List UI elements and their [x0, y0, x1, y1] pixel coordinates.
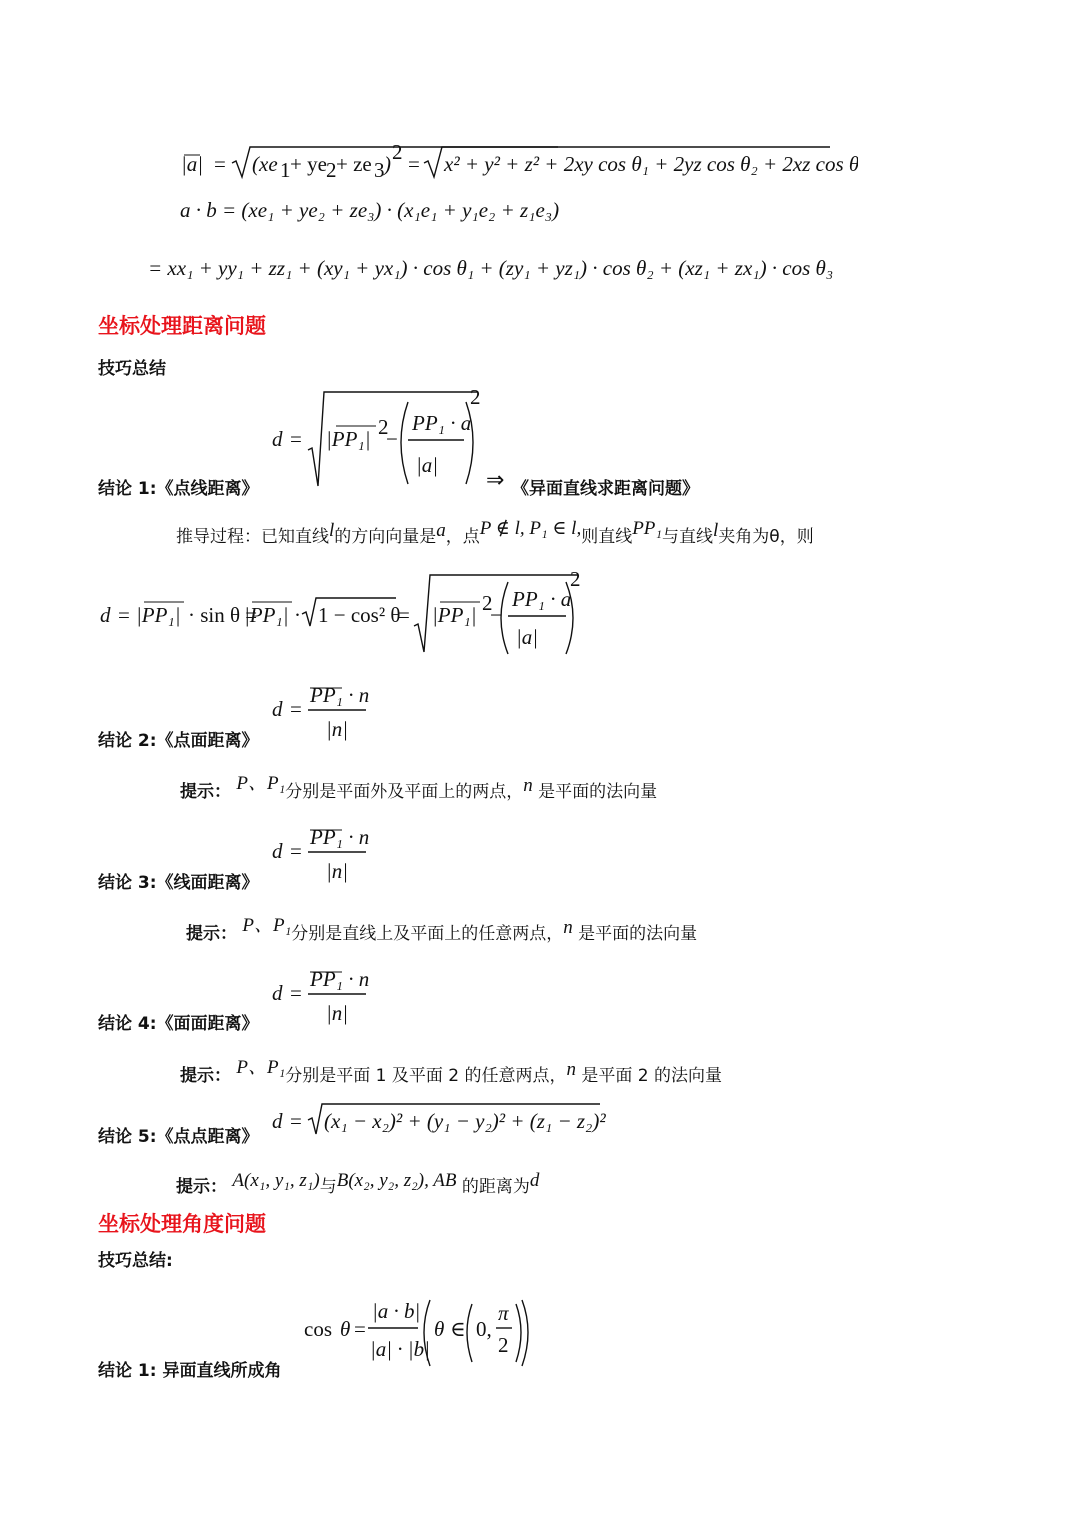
svg-text:|n|: |n| — [326, 717, 349, 741]
svg-text:0,: 0, — [476, 1317, 492, 1341]
hint-conclusion-3 — [186, 915, 698, 945]
svg-text:θ: θ — [434, 1317, 445, 1341]
line-l-symbol: l — [329, 520, 335, 541]
derivation-text-6: 夹角为θ，则 — [718, 527, 814, 547]
svg-text:2: 2 — [482, 591, 493, 615]
implies-arrow-icon: ⇒ — [486, 468, 505, 493]
distance-d: d — [529, 1170, 540, 1191]
formula-plane-plane-distance — [268, 960, 378, 1037]
hint-4-end: 是平面 2 的法向量 — [581, 1066, 723, 1086]
hint-2-end: 是平面的法向量 — [538, 782, 658, 802]
svg-text:=: = — [290, 1109, 302, 1133]
formula-derivation-svg — [96, 572, 596, 657]
hint-conclusion-5 — [176, 1172, 539, 1198]
svg-text:2: 2 — [392, 141, 403, 164]
points-p-p1: P、P₁ — [236, 1057, 286, 1078]
points-p-p1: P、P₁ — [236, 773, 286, 794]
svg-text:|a|: |a| — [516, 625, 539, 649]
formula-point-plane-distance — [268, 676, 378, 753]
formula-point-point-distance — [270, 1100, 610, 1145]
svg-text:PP₁ · n: PP₁ · n — [310, 683, 370, 707]
formula-dot-product-expanded: = xx₁ + yy₁ + zz₁ + (xy₁ + yx₁) · cos θ₁ + (zy₁ + yz₁) · cos θ₂ + (xz₁ + zx₁) · cos θ₃ — [148, 256, 834, 280]
svg-text:|a|: |a| — [181, 152, 204, 176]
svg-text:=: = — [290, 697, 302, 721]
segment-AB: , AB — [424, 1170, 457, 1191]
svg-text:PP₁ · a: PP₁ · a — [512, 587, 572, 611]
formula-point-plane-svg — [268, 676, 378, 748]
svg-text:·: · — [294, 603, 301, 627]
svg-text:=: = — [290, 427, 302, 451]
svg-text:π: π — [498, 1301, 509, 1325]
formula-point-line-distance — [268, 388, 483, 498]
derivation-text-3: ，点 — [445, 527, 480, 547]
normal-vector-n: n — [563, 917, 573, 938]
line-l-symbol-2: l — [713, 520, 719, 541]
hint-conclusion-4 — [180, 1057, 723, 1087]
svg-text:=: = — [118, 603, 130, 627]
hint-label: 提示： — [176, 1177, 227, 1197]
normal-vector-n: n — [523, 775, 533, 796]
section-summary-distance: 技巧总结 — [98, 359, 166, 379]
svg-text:PP₁ · n: PP₁ · n — [310, 825, 370, 849]
svg-text:=: = — [408, 152, 420, 176]
svg-text:2: 2 — [326, 158, 337, 182]
svg-text:d: d — [272, 981, 283, 1005]
vector-a-symbol: a — [436, 520, 446, 541]
svg-text:2: 2 — [498, 1333, 509, 1357]
svg-text:1: 1 — [280, 158, 291, 182]
svg-text:d: d — [272, 427, 283, 451]
svg-text:3: 3 — [374, 158, 385, 182]
formula-dot-product: a · b = (xe₁ + ye₂ + ze₃) · (x₁e₁ + y₁e₂ + z₁e₃) — [180, 198, 560, 222]
conclusion-1-link-skew-lines: 《异面直线求距离问题》 — [512, 479, 699, 499]
svg-text:|PP₁|: |PP₁| — [432, 603, 477, 627]
formula-point-point-svg — [270, 1100, 610, 1140]
formula-f1-svg — [178, 141, 858, 191]
svg-text:θ: θ — [340, 1317, 351, 1341]
svg-text:cos: cos — [304, 1317, 332, 1341]
section-heading-angle: 坐标处理角度问题 — [98, 1212, 266, 1236]
svg-text:d: d — [272, 839, 283, 863]
svg-text:): ) — [384, 152, 391, 176]
conclusion-1-point-line: 结论 1:《点线距离》 — [98, 479, 259, 499]
svg-text:=: = — [290, 839, 302, 863]
conclusion-3-line-plane: 结论 3:《线面距离》 — [98, 873, 259, 893]
derivation-text-5: 与直线 — [662, 527, 714, 547]
formula-line-plane-svg — [268, 818, 378, 890]
svg-text:|PP₁|: |PP₁| — [244, 603, 289, 627]
svg-text:−: − — [386, 427, 398, 451]
svg-text:|n|: |n| — [326, 859, 349, 883]
hint-label: 提示： — [180, 782, 231, 802]
svg-text:|a|: |a| — [416, 453, 439, 477]
svg-text:+ ze: + ze — [336, 152, 372, 176]
svg-text:x² + y² + z² + 2xy cos θ₁ + 2y: x² + y² + z² + 2xy cos θ₁ + 2yz cos θ₂ + 2xz cos θ₃ — [444, 152, 858, 176]
point-B: B(x₂, y₂, z₂) — [336, 1170, 425, 1191]
formula-line-plane-distance — [268, 818, 378, 895]
svg-text:PP₁ · a: PP₁ · a — [412, 411, 472, 435]
svg-text:|n|: |n| — [326, 1001, 349, 1025]
angle-conclusion-1-skew-lines: 结论 1: 异面直线所成角 — [98, 1361, 282, 1381]
svg-text:2: 2 — [570, 572, 581, 591]
hint-label: 提示： — [180, 1066, 231, 1086]
derivation-text-2: 的方向向量是 — [334, 527, 437, 547]
svg-text:=: = — [354, 1317, 366, 1341]
section-summary-angle: 技巧总结: — [98, 1251, 173, 1271]
points-p-p1: P、P₁ — [242, 915, 292, 936]
svg-text:|a · b|: |a · b| — [372, 1299, 421, 1323]
formula-plane-plane-svg — [268, 960, 378, 1032]
svg-text:d: d — [272, 697, 283, 721]
point-condition: P ∉ l, P₁ ∈ l, — [479, 518, 582, 539]
hint-5-with: 与 — [319, 1177, 337, 1197]
svg-text:=: = — [214, 152, 226, 176]
hint-3-text: 分别是直线上及平面上的任意两点， — [291, 924, 564, 944]
formula-vector-magnitude — [178, 141, 858, 197]
svg-text:−: − — [490, 603, 502, 627]
conclusion-2-point-plane: 结论 2:《点面距离》 — [98, 731, 259, 751]
conclusion-4-plane-plane: 结论 4:《面面距离》 — [98, 1014, 259, 1034]
svg-text:(x₁ − x₂)² + (y₁ − y₂)² + (z₁: (x₁ − x₂)² + (y₁ − y₂)² + (z₁ − z₂)² — [324, 1109, 606, 1133]
formula-angle-svg — [300, 1290, 550, 1375]
svg-text:∈: ∈ — [450, 1317, 466, 1341]
formula-derivation — [96, 572, 596, 662]
svg-text:2: 2 — [470, 388, 481, 409]
svg-text:|a| · |b|: |a| · |b| — [370, 1337, 430, 1361]
svg-text:PP₁ · n: PP₁ · n — [310, 967, 370, 991]
svg-text:|PP₁|: |PP₁| — [136, 603, 181, 627]
svg-text:· sin θ =: · sin θ = — [188, 603, 258, 627]
svg-text:d: d — [100, 603, 111, 627]
hint-label: 提示： — [186, 924, 237, 944]
normal-vector-n: n — [566, 1059, 576, 1080]
svg-text:=: = — [290, 981, 302, 1005]
derivation-text-4: 则直线 — [581, 527, 633, 547]
line-pp1-symbol: PP₁ — [632, 518, 663, 539]
svg-text:|PP₁|: |PP₁| — [326, 427, 371, 451]
hint-conclusion-2 — [180, 773, 658, 803]
derivation-sentence — [176, 518, 814, 548]
svg-text:2: 2 — [378, 415, 389, 439]
derivation-text-1: 推导过程：已知直线 — [176, 527, 329, 547]
svg-text:d: d — [272, 1109, 283, 1133]
section-heading-distance: 坐标处理距离问题 — [98, 314, 266, 338]
svg-text:=: = — [398, 603, 410, 627]
hint-5-text: 的距离为 — [461, 1177, 530, 1197]
conclusion-5-point-point: 结论 5:《点点距离》 — [98, 1127, 259, 1147]
hint-3-end: 是平面的法向量 — [578, 924, 698, 944]
point-A: A(x₁, y₁, z₁) — [232, 1170, 320, 1191]
svg-text:(xe: (xe — [252, 152, 278, 176]
formula-point-line-svg — [268, 388, 483, 493]
formula-skew-line-angle — [300, 1290, 550, 1380]
svg-text:1 − cos² θ: 1 − cos² θ — [318, 603, 401, 627]
svg-text:+ ye: + ye — [290, 152, 327, 176]
hint-2-text: 分别是平面外及平面上的两点， — [285, 782, 524, 802]
hint-4-text: 分别是平面 1 及平面 2 的任意两点， — [285, 1066, 567, 1086]
